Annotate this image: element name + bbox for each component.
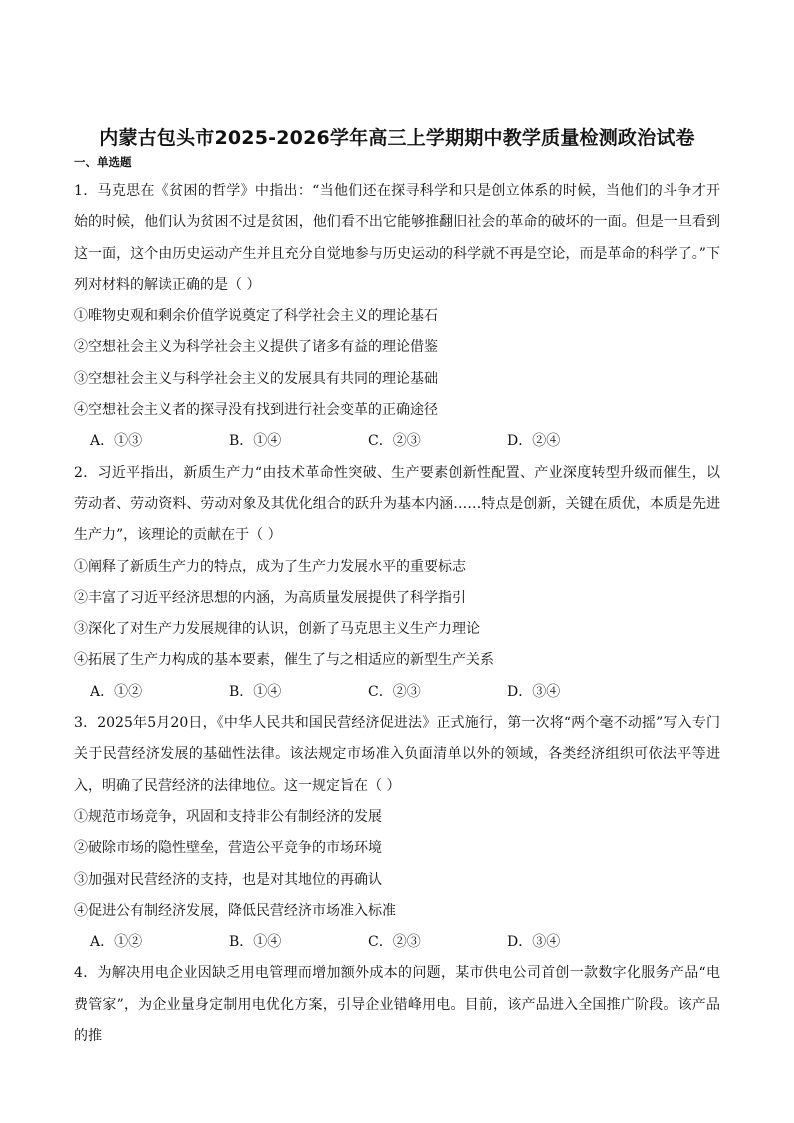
- choice-b: B．①④: [229, 433, 282, 450]
- answer-choices: [74, 927, 720, 958]
- question-stem: 1．马克思在《贫困的哲学》中指出：“当他们还在探寻科学和只是创立体系的时候，当他们的斗争才开始的时候，他们认为贫困不过是贫困，他们看不出它能够推翻旧社会的革命的破坏的一面。但是一旦看到这一面，这个由历史运动产生并且充分自觉地参与历史运动的科学就不再是空论，而是革命的科学了。”下列对材料的解读正确的是（ ）: [74, 183, 720, 293]
- choice-d: D．③④: [507, 683, 561, 700]
- choice-b: B．①④: [229, 934, 282, 951]
- question-4: [74, 958, 720, 1052]
- question-stem: 2．习近平指出，新质生产力“由技术革命性突破、生产要素创新性配置、产业深度转型升级而催生，以劳动者、劳动资料、劳动对象及其优化组合的跃升为基本内涵……特点是创新，关键在质优，本质是先进生产力”，该理论的贡献在于（ ）: [74, 464, 720, 544]
- statement-option: ③深化了对生产力发展规律的认识，创新了马克思主义生产力理论: [74, 621, 480, 638]
- section-heading: 一、单选题: [74, 155, 132, 169]
- choice-c: C．②③: [368, 433, 421, 450]
- choice-c: C．②③: [368, 934, 421, 951]
- choice-d: D．②④: [507, 433, 561, 450]
- statement-option: ①规范市场竞争，巩固和支持非公有制经济的发展: [74, 808, 382, 825]
- choice-c: C．②③: [368, 683, 421, 700]
- question-stem: 3．2025年5月20日，《中华人民共和国民营经济促进法》正式施行，第一次将“两个毫不动摇”写入专门关于民营经济发展的基础性法律。该法规定市场准入负面清单以外的领域，各类经济组织可依法平等进入，明确了民营经济的法律地位。这一规定旨在（ ）: [74, 715, 720, 794]
- choice-a: A．①②: [90, 934, 143, 951]
- choice-d: D．③④: [507, 934, 561, 951]
- statement-option: ③空想社会主义与科学社会主义的发展具有共同的理论基础: [74, 370, 438, 387]
- statement-option: ②丰富了习近平经济思想的内涵，为高质量发展提供了科学指引: [74, 589, 466, 606]
- question-1: [74, 176, 720, 458]
- statement-option: ②空想社会主义为科学社会主义提供了诸多有益的理论借鉴: [74, 339, 438, 356]
- question-3: [74, 708, 720, 958]
- statement-option: ①阐释了新质生产力的特点，成为了生产力发展水平的重要标志: [74, 558, 466, 575]
- question-stem: 4．为解决用电企业因缺乏用电管理而增加额外成本的问题，某市供电公司首创一款数字化服务产品“电费管家”，为企业量身定制用电优化方案，引导企业错峰用电。目前，该产品进入全国推广阶段。该产品的推: [74, 965, 720, 1045]
- statement-option: ①唯物史观和剩余价值学说奠定了科学社会主义的理论基石: [74, 308, 438, 325]
- answer-choices: [74, 426, 720, 457]
- question-2: [74, 458, 720, 708]
- statement-option: ③加强对民营经济的支持，也是对其地位的再确认: [74, 871, 382, 888]
- statement-option: ④空想社会主义者的探寻没有找到进行社会变革的正确途径: [74, 402, 438, 419]
- page-title: 内蒙古包头市2025-2026学年高三上学期期中教学质量检测政治试卷: [99, 127, 695, 149]
- statement-option: ④促进公有制经济发展，降低民营经济市场准入标准: [74, 902, 396, 919]
- choice-a: A．①②: [90, 683, 143, 700]
- choice-b: B．①④: [229, 683, 282, 700]
- statement-option: ④拓展了生产力构成的基本要素，催生了与之相适应的新型生产关系: [74, 652, 494, 669]
- choice-a: A．①③: [90, 433, 143, 450]
- answer-choices: [74, 677, 720, 708]
- statement-option: ②破除市场的隐性壁垒，营造公平竞争的市场环境: [74, 840, 382, 857]
